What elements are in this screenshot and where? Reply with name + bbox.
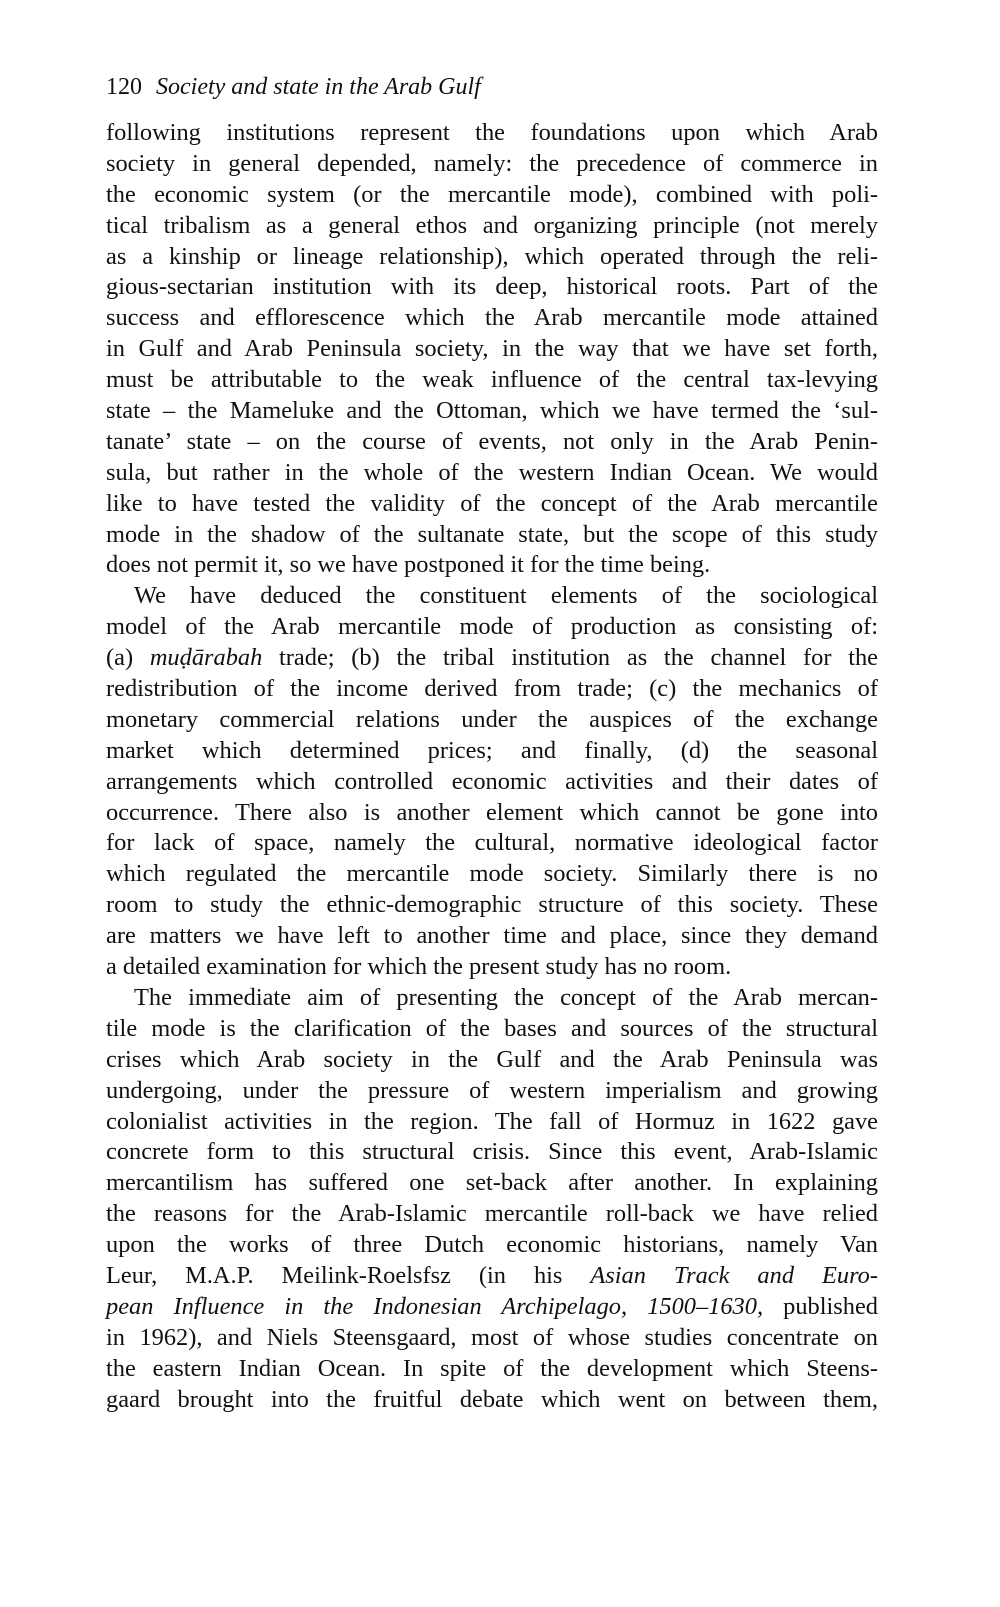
text-segment: (a) — [106, 644, 150, 672]
text-line: does not permit it, so we have postponed it for the time being. — [106, 551, 711, 579]
text-line: mercantilism has suffered one set-back after another. In explaining — [106, 1169, 878, 1197]
text-line: model of the Arab mercantile mode of production as consisting of: — [106, 613, 878, 641]
text-line: the reasons for the Arab-Islamic mercantile roll-back we have relied — [106, 1200, 878, 1228]
text-line-with-italic — [106, 1261, 878, 1292]
italic-term: muḍārabah — [149, 644, 263, 672]
text-line: success and efflorescence which the Arab mercantile mode attained — [106, 304, 878, 332]
text-segment: published — [763, 1292, 878, 1320]
text-line-with-italic — [106, 643, 878, 674]
text-line: as a kinship or lineage relationship), which operated through the reli- — [106, 242, 878, 270]
text-line: gious-sectarian institution with its deep, historical roots. Part of the — [106, 273, 878, 301]
text-line: upon the works of three Dutch economic historians, namely Van — [106, 1231, 878, 1259]
running-title: Society and state in the Arab Gulf — [156, 74, 481, 100]
text-line: society in general depended, namely: the precedence of commerce in — [106, 149, 878, 177]
text-line: arrangements which controlled economic activities and their dates of — [106, 767, 878, 795]
book-title-italic: pean Influence in the Indonesian Archipelago, 1500–1630, — [106, 1292, 764, 1320]
text-line: The immediate aim of presenting the concept of the Arab mercan- — [134, 983, 878, 1011]
text-line: market which determined prices; and finally, (d) the seasonal — [106, 736, 878, 764]
paragraph-1 — [106, 118, 878, 581]
text-line: sula, but rather in the whole of the western Indian Ocean. We would — [106, 458, 878, 486]
running-head — [106, 72, 878, 108]
text-line: gaard brought into the fruitful debate which went on between them, — [106, 1385, 878, 1413]
text-segment: trade; (b) the tribal institution as the channel for the — [262, 644, 878, 672]
text-line: following institutions represent the foundations upon which Arab — [106, 119, 878, 146]
paragraph-2 — [106, 581, 878, 983]
text-line: crises which Arab society in the Gulf and the Arab Peninsula was — [106, 1045, 878, 1073]
book-title-italic: Asian Track and Euro- — [590, 1261, 878, 1289]
text-line: which regulated the mercantile mode society. Similarly there is no — [106, 860, 878, 888]
text-line: tanate’ state – on the course of events, not only in the Arab Penin- — [106, 427, 878, 455]
text-line: are matters we have left to another time and place, since they demand — [106, 922, 878, 950]
text-line: colonialist activities in the region. The fall of Hormuz in 1622 gave — [106, 1107, 878, 1135]
text-line: redistribution of the income derived from trade; (c) the mechanics of — [106, 675, 878, 703]
text-line: in Gulf and Arab Peninsula society, in the way that we have set forth, — [106, 335, 878, 363]
text-line: occurrence. There also is another element which cannot be gone into — [106, 798, 878, 826]
text-line: undergoing, under the pressure of western imperialism and growing — [106, 1076, 878, 1104]
text-line: like to have tested the validity of the concept of the Arab mercantile — [106, 489, 878, 517]
text-line: the eastern Indian Ocean. In spite of the development which Steens- — [106, 1354, 878, 1382]
text-line: state – the Mameluke and the Ottoman, which we have termed the ‘sul- — [106, 397, 878, 425]
text-line: the economic system (or the mercantile mode), combined with poli- — [106, 180, 878, 208]
text-line: tile mode is the clarification of the bases and sources of the structural — [106, 1014, 878, 1042]
text-line: We have deduced the constituent elements of the sociological — [134, 582, 878, 610]
page-number: 120 — [106, 74, 142, 100]
book-page — [106, 72, 878, 1415]
text-line: in 1962), and Niels Steensgaard, most of whose studies concentrate on — [106, 1323, 878, 1351]
text-line: for lack of space, namely the cultural, normative ideological factor — [106, 829, 878, 857]
text-line: a detailed examination for which the present study has no room. — [106, 953, 732, 981]
text-segment: Leur, M.A.P. Meilink-Roelsfsz (in his — [106, 1261, 591, 1289]
text-line-with-italic — [106, 1292, 878, 1323]
text-line: monetary commercial relations under the auspices of the exchange — [106, 705, 878, 733]
text-line: room to study the ethnic-demographic structure of this society. These — [106, 891, 878, 919]
text-line: tical tribalism as a general ethos and organizing principle (not merely — [106, 211, 878, 239]
text-line: must be attributable to the weak influence of the central tax-levying — [106, 366, 878, 394]
text-line: concrete form to this structural crisis. Since this event, Arab-Islamic — [106, 1138, 878, 1166]
paragraph-3 — [106, 983, 878, 1415]
text-line: mode in the shadow of the sultanate state, but the scope of this study — [106, 520, 878, 548]
